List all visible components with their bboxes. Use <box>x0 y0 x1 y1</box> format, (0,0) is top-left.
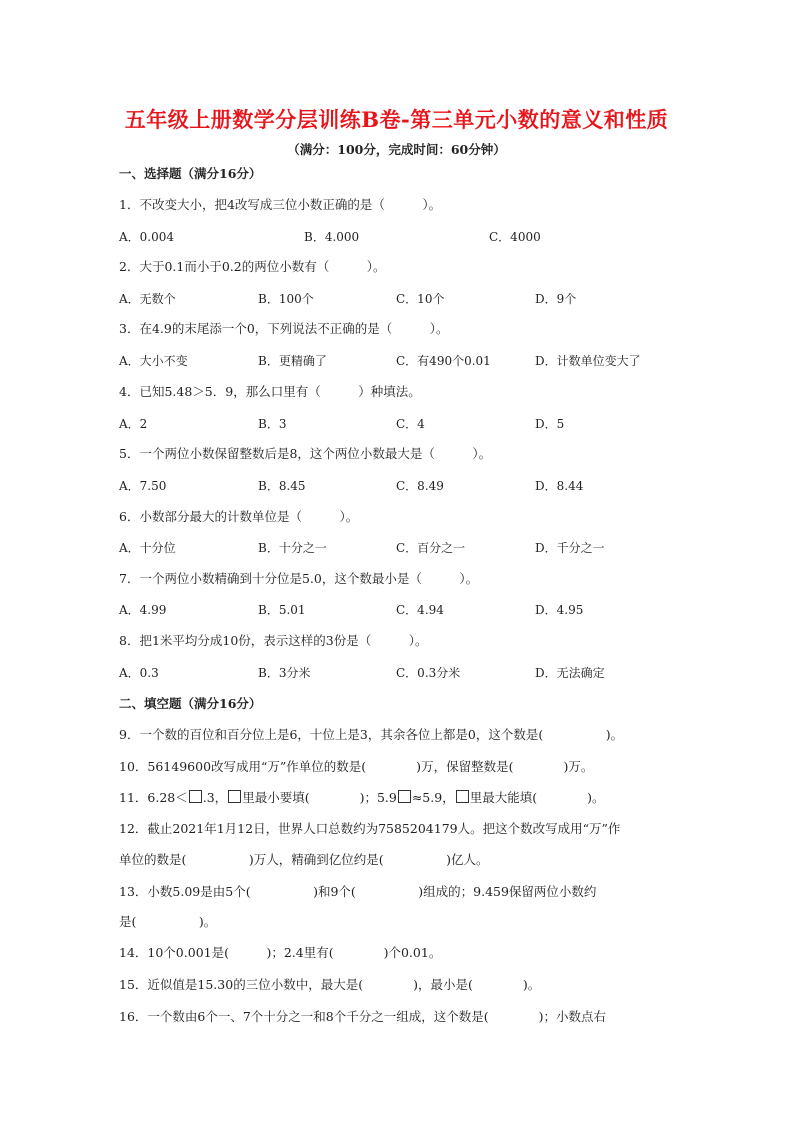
q2-option-a: A．无数个 <box>119 292 176 306</box>
q8-option-d: D．无法确定 <box>535 666 605 680</box>
section-heading-fill: 二、填空题（满分16分） <box>119 696 262 711</box>
q7-option-a: A．4.99 <box>119 603 167 617</box>
q11-part-d: ≈5.9， <box>411 790 455 805</box>
q6-option-b: B．十分之一 <box>258 541 327 555</box>
question-13-line-2: 是( )。 <box>119 914 217 929</box>
blank-box <box>456 790 469 803</box>
q5-option-b: B．8.45 <box>258 479 306 493</box>
question-3: 3．在4.9的末尾添一个0，下列说法不正确的是（ ）。 <box>119 321 449 336</box>
question-11 <box>119 790 604 806</box>
q3-option-d: D．计数单位变大了 <box>535 354 641 368</box>
q8-option-c: C．0.3分米 <box>396 666 461 680</box>
question-14: 14．10个0.001是( )；2.4里有( )个0.01。 <box>119 945 442 960</box>
q4-option-b: B．3 <box>258 417 287 431</box>
q8-option-b: B．3分米 <box>258 666 311 680</box>
question-7: 7．一个两位小数精确到十分位是5.0，这个数最小是（ ）。 <box>119 571 479 586</box>
q1-option-c: C．4000 <box>489 230 541 244</box>
blank-box <box>189 790 202 803</box>
q3-option-c: C．有490个0.01 <box>396 354 491 368</box>
q3-option-b: B．更精确了 <box>258 354 327 368</box>
q1-option-b: B．4.000 <box>304 230 360 244</box>
question-4: 4．已知5.48＞5．9，那么口里有（ ）种填法。 <box>119 384 421 399</box>
page-subtitle: （满分：100分，完成时间：60分钟） <box>287 142 506 157</box>
blank-box <box>228 790 241 803</box>
question-10: 10．56149600改写成用“万”作单位的数是( )万，保留整数是( )万。 <box>119 759 594 774</box>
q6-option-c: C．百分之一 <box>396 541 466 555</box>
q11-part-b: .3， <box>202 790 228 805</box>
q4-option-c: C．4 <box>396 417 425 431</box>
q11-part-a: 11．6.28＜ <box>119 790 188 805</box>
q1-option-a: A．0.004 <box>119 230 175 244</box>
question-9: 9．一个数的百位和百分位上是6，十位上是3，其余各位上都是0，这个数是( )。 <box>119 727 624 742</box>
section-heading-choice: 一、选择题（满分16分） <box>119 166 262 181</box>
q7-option-c: C．4.94 <box>396 603 444 617</box>
question-8: 8．把1米平均分成10份，表示这样的3份是（ ）。 <box>119 633 428 648</box>
q6-option-a: A．十分位 <box>119 541 176 555</box>
q2-option-c: C．10个 <box>396 292 445 306</box>
question-16: 16．一个数由6个一、7个十分之一和8个千分之一组成，这个数是( )；小数点右 <box>119 1009 607 1024</box>
q2-option-d: D．9个 <box>535 292 577 306</box>
question-2: 2．大于0.1而小于0.2的两位小数有（ ）。 <box>119 259 386 274</box>
q11-part-e: 里最大能填( )。 <box>469 790 605 805</box>
q8-option-a: A．0.3 <box>119 666 159 680</box>
question-13-line-1: 13．小数5.09是由5个( )和9个( )组成的；9.459保留两位小数约 <box>119 884 597 899</box>
q5-option-a: A．7.50 <box>119 479 167 493</box>
q3-option-a: A．大小不变 <box>119 354 188 368</box>
question-6: 6．小数部分最大的计数单位是（ ）。 <box>119 509 359 524</box>
question-1: 1．不改变大小，把4改写成三位小数正确的是（ ）。 <box>119 197 442 212</box>
question-12-line-2: 单位的数是( )万人，精确到亿位约是( )亿人。 <box>119 852 489 867</box>
page-title: 五年级上册数学分层训练B卷-第三单元小数的意义和性质 <box>124 107 669 132</box>
q5-option-c: C．8.49 <box>396 479 444 493</box>
q4-option-a: A．2 <box>119 417 148 431</box>
q4-option-d: D．5 <box>535 417 565 431</box>
q2-option-b: B．100个 <box>258 292 314 306</box>
q6-option-d: D．千分之一 <box>535 541 605 555</box>
q7-option-b: B．5.01 <box>258 603 306 617</box>
q7-option-d: D．4.95 <box>535 603 584 617</box>
question-15: 15．近似值是15.30的三位小数中，最大是( )，最小是( )。 <box>119 977 541 992</box>
blank-box <box>398 790 411 803</box>
q11-part-c: 里最小要填( )；5.9 <box>242 790 397 805</box>
q5-option-d: D．8.44 <box>535 479 584 493</box>
question-12-line-1: 12．截止2021年1月12日，世界人口总数约为7585204179人。把这个数改写成用“万”作 <box>119 821 621 836</box>
question-5: 5．一个两位小数保留整数后是8，这个两位小数最大是（ ）。 <box>119 446 492 461</box>
